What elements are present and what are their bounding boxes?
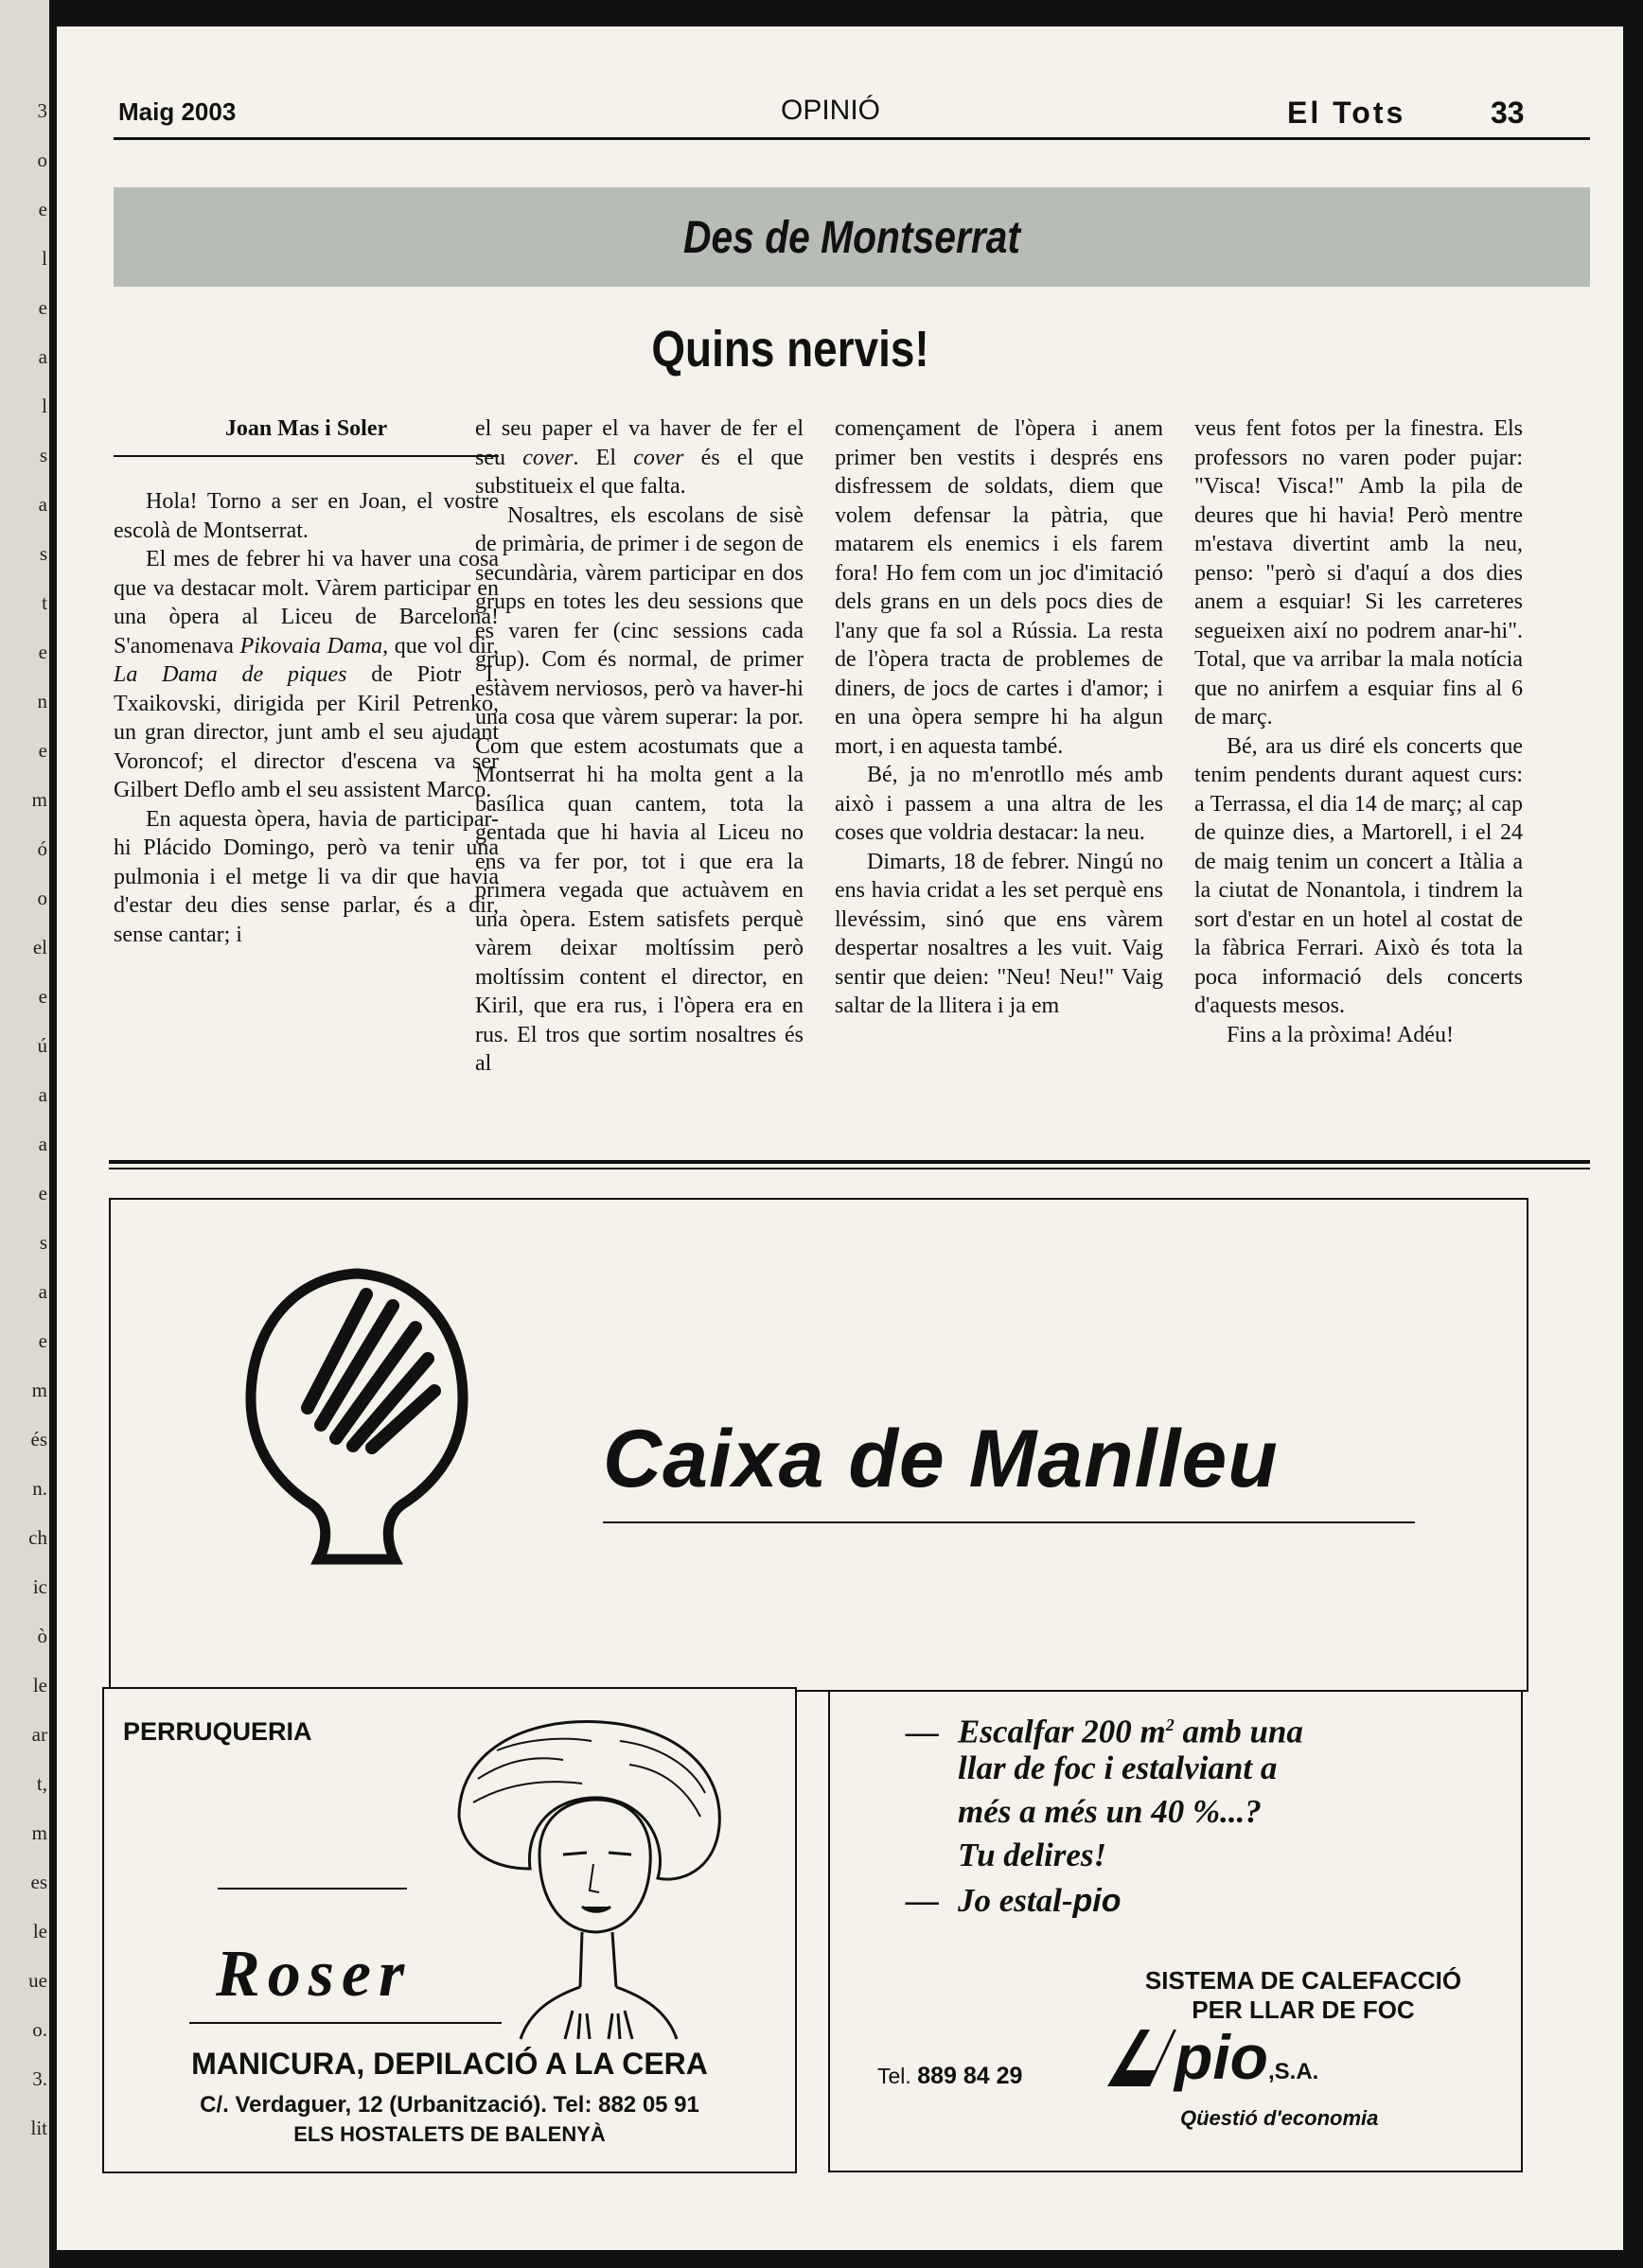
- previous-page-edge: [0, 0, 49, 2268]
- margin-fragment: m: [31, 1821, 47, 1844]
- decor-rule: [218, 1888, 407, 1890]
- margin-fragment: o: [37, 149, 47, 171]
- margin-fragment: ue: [28, 1969, 47, 1992]
- paragraph: Hola! Torno a ser en Joan, el vostre escolà de Montserrat.: [114, 489, 499, 543]
- margin-fragment: ar: [31, 1723, 47, 1746]
- margin-fragment: a: [38, 345, 47, 368]
- services-line: MANICURA, DEPILACIÓ A LA CERA: [191, 2047, 708, 2081]
- pio-tagline: Qüestió d'economia: [1180, 2106, 1379, 2130]
- system-description: SISTEMA DE CALEFACCIÓ PER LLAR DE FOC: [1144, 1966, 1462, 2024]
- woman-illustration-icon: [440, 1713, 743, 2044]
- margin-fragment: s: [39, 542, 47, 565]
- ad-slogan-line: més a més un 40 %...?: [958, 1793, 1262, 1830]
- margin-fragment: s: [39, 444, 47, 466]
- caixa-brand-name: Caixa de Manlleu: [603, 1414, 1279, 1504]
- margin-fragment: e: [38, 1329, 47, 1352]
- pio-logo-mark-icon: [1103, 2025, 1178, 2091]
- margin-fragment: e: [38, 739, 47, 762]
- paragraph: El mes de febrer hi va haver una cosa que va destacar molt. Vàrem participar en una òpera al Liceu de Barcelona! S'anomenava Pikovaia Dama, que vol dir, La Dama de piques de Piotr I. Txaikovski, dirigida per Kiril Petrenko, un gran director, junt amb el seu ajudant Voroncof; el director d'escena va ser Gilbert Deflo amb el seu assistent Marco.: [114, 547, 499, 802]
- section-divider-thin: [109, 1168, 1590, 1169]
- margin-fragment: el: [32, 936, 47, 958]
- margin-fragment: o.: [32, 2018, 47, 2041]
- margin-fragment: n.: [32, 1477, 47, 1500]
- byline-rule: [114, 455, 499, 457]
- margin-fragment: es: [30, 1871, 47, 1893]
- paragraph: el seu paper el va haver de fer el seu cover. El cover és el que substitueix el que falta.: [475, 416, 804, 499]
- margin-fragment: és: [30, 1428, 47, 1450]
- margin-fragment: e: [38, 985, 47, 1008]
- page-number: 33: [1491, 96, 1525, 130]
- paragraph: Fins a la pròxima! Adéu!: [1227, 1022, 1454, 1047]
- paragraph: veus fent fotos per la finestra. Els professors no varen poder pujar: "Visca! Visca!" Amb la pila de deures que hi havia! Però mentre m'estava divertint amb la neu, penso: "però si d'aquí a dos dies anem a esquiar! Si les carreteres segueixen així no podrem anar-hi". Total, que va arribar la mala notícia que no anirfem a esquiar fins al 6 de març.: [1194, 416, 1523, 730]
- margin-fragment: t,: [36, 1772, 47, 1795]
- margin-fragment: 3.: [32, 2067, 47, 2090]
- ad-slogan-line: Tu delires!: [958, 1837, 1107, 1873]
- margin-fragment: a: [38, 1083, 47, 1106]
- header-rule: [114, 137, 1590, 140]
- margin-fragment: l: [42, 395, 47, 417]
- ad-slogan-line: llar de foc i estalviant a: [958, 1749, 1278, 1786]
- section-divider: [109, 1160, 1590, 1164]
- paragraph: començament de l'òpera i anem primer ben vestits i després ens disfressem de soldats, diem que volem defensar la pàtria, que matarem els enemics i els farem fora! Ho fem com un joc d'imitació dels grans en un dels pocs dies de l'any que fa sol a Rússia. La resta de l'òpera tracta de problemes de diners, de jocs de cartes i d'amor; i en una òpera sempre hi ha algun mort, i en aquesta també.: [835, 416, 1163, 759]
- margin-fragment: a: [38, 493, 47, 516]
- column-title: Des de Montserrat: [683, 213, 1020, 263]
- paragraph: En aquesta òpera, havia de participar-hi Plácido Domingo, però va tenir una pulmonia i el metge li va dir que havia d'estar deu dies sense parlar, és a dir, sense cantar; i: [114, 806, 499, 947]
- caixa-manlleu-ad: [109, 1198, 1528, 1692]
- issue-date: Maig 2003: [118, 97, 237, 126]
- margin-fragment: 3: [37, 99, 47, 122]
- address-line: C/. Verdaguer, 12 (Urbanització). Tel: 882 05 91: [200, 2092, 699, 2118]
- margin-fragment: ò: [37, 1625, 47, 1647]
- article-column-1: [114, 487, 499, 949]
- caixa-shell-logo-icon: [234, 1257, 480, 1569]
- margin-fragment: t: [42, 591, 47, 614]
- margin-fragment: m: [31, 1379, 47, 1401]
- pio-heating-ad: [828, 1690, 1523, 2172]
- margin-fragment: e: [38, 198, 47, 220]
- paragraph: Nosaltres, els escolans de sisè de primària, de primer i de segon de secundària, vàrem participar en dos grups en totes les deu sessions que es varen fer (cinc sessions cada grup). Com és normal, de primer estàvem nerviosos, però va haver-hi una cosa que vàrem superar: la por. Com que estem acostumats que a Montserrat hi ha molta gent a la basílica quan cantem, tota la gentada que hi havia al Liceu no ens va fer por, tot i que era la primera vegada que actuàvem en una òpera. Estem satisfets perquè vàrem deixar moltíssim però moltíssim content el director, en Kiril, que era rus, i l'òpera era en rus. El tros que sortim nosaltres és al: [475, 502, 804, 1076]
- margin-fragment: ó: [37, 837, 47, 860]
- article-column-4: [1194, 414, 1523, 1049]
- margin-fragment: o: [37, 887, 47, 909]
- margin-fragment: a: [38, 1280, 47, 1303]
- ad-category: PERRUQUERIA: [123, 1717, 312, 1746]
- margin-fragment: n: [37, 690, 47, 712]
- margin-fragment: le: [32, 1674, 47, 1697]
- town-line: ELS HOSTALETS DE BALENYÀ: [293, 2122, 606, 2146]
- article-title: Quins nervis!: [651, 321, 929, 378]
- section-name: OPINIÓ: [781, 95, 881, 126]
- author-byline: Joan Mas i Soler: [224, 416, 388, 441]
- margin-fragment: e: [38, 641, 47, 663]
- brand-rule: [603, 1521, 1415, 1523]
- paragraph: Bé, ara us diré els concerts que tenim pendents durant aquest curs: a Terrassa, el dia 14 de març; al cap de quinze dies, a Martorell, i el 24 de maig tenim un concert a Itàlia a la ciutat de Nonantola, i tindrem la sort d'estar en un hotel al costat de la fàbrica Ferrari. Això és tota la poca informació dels concerts d'aquests mesos.: [1194, 733, 1523, 1018]
- margin-fragment: e: [38, 1182, 47, 1204]
- margin-fragment: le: [32, 1920, 47, 1943]
- paragraph: Bé, ja no m'enrotllo més amb això i passem a una altra de les coses que voldria destacar: la neu.: [835, 763, 1163, 845]
- ad-slogan-line: — Jo estal-pio: [906, 1882, 1122, 1919]
- article-column-2: [475, 414, 804, 1079]
- margin-fragment: e: [38, 296, 47, 319]
- margin-fragment: ú: [37, 1034, 47, 1057]
- perruqueria-roser-ad: [102, 1687, 797, 2173]
- margin-fragment: a: [38, 1133, 47, 1155]
- ad-slogan-line: — Escalfar 200 $m^2$ amb una: [906, 1713, 1303, 1750]
- margin-fragment: m: [31, 788, 47, 811]
- margin-fragment: s: [39, 1231, 47, 1254]
- newspaper-page: [57, 26, 1623, 2250]
- article-column-3: [835, 414, 1163, 1021]
- decor-rule: [189, 2022, 502, 2024]
- margin-fragment: ic: [32, 1575, 47, 1598]
- margin-fragment: ch: [28, 1526, 47, 1549]
- pio-logo: pio,S.A.: [1175, 2022, 1319, 2092]
- phone-line: Tel. 889 84 29: [877, 2063, 1023, 2089]
- salon-name: Roser: [216, 1938, 413, 2011]
- column-banner: [114, 187, 1590, 287]
- paragraph: Dimarts, 18 de febrer. Ningú no ens havia cridat a les set perquè ens llevéssim, sinó que ens vàrem despertar nosaltres a les vuit. Vaig sentir que deien: "Neu! Neu!" Vaig saltar de la llitera i ja em: [835, 849, 1163, 1018]
- publication-name: El Tots: [1287, 96, 1406, 130]
- margin-fragment: l: [42, 247, 47, 270]
- margin-fragment: lit: [30, 2117, 47, 2139]
